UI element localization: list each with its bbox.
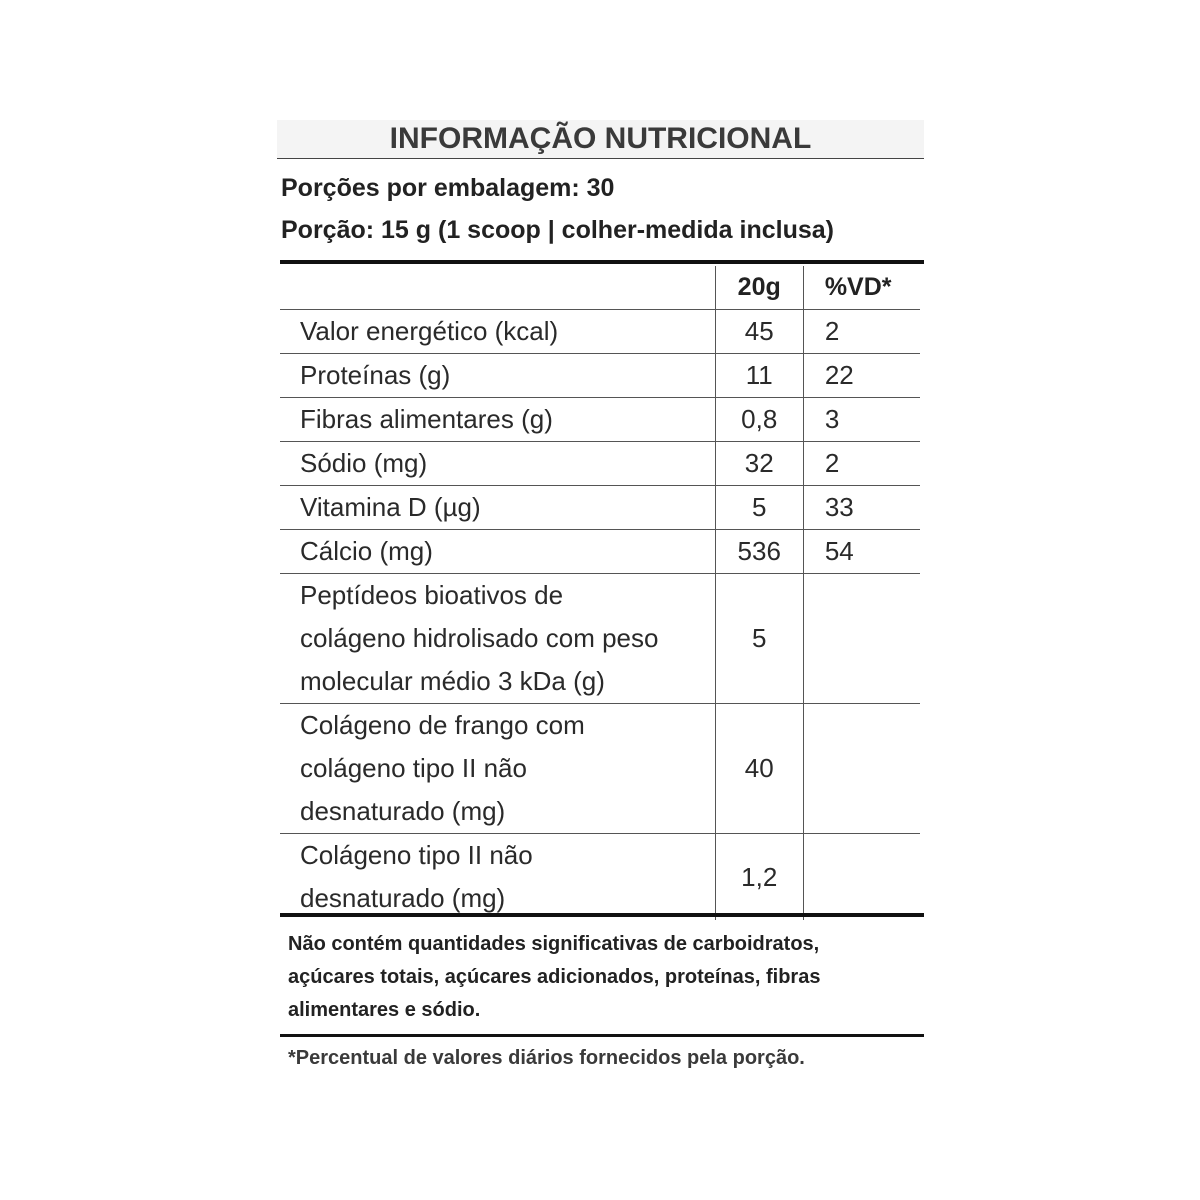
nutrient-amount: 0,8 [715, 398, 803, 442]
notes-line: açúcares totais, açúcares adicionados, proteínas, fibras [288, 966, 821, 988]
notes-bottom-rule [280, 1034, 924, 1037]
nutrient-daily-value: 33 [803, 486, 920, 530]
table-row [280, 310, 920, 354]
nutrient-name: Fibras alimentares (g) [280, 398, 715, 442]
nutrient-name [280, 704, 715, 834]
nutrient-amount: 45 [715, 310, 803, 354]
table-row [280, 704, 920, 834]
nutrient-amount: 5 [715, 486, 803, 530]
nutrient-daily-value: 54 [803, 530, 920, 574]
nutrient-amount: 32 [715, 442, 803, 486]
nutrient-name-line: Colágeno de frango com [300, 710, 585, 740]
label-title: INFORMAÇÃO NUTRICIONAL [277, 120, 924, 159]
nutrient-name: Vitamina D (µg) [280, 486, 715, 530]
table-bottom-rule [280, 913, 924, 917]
nutrient-name-line: desnaturado (mg) [300, 883, 506, 913]
nutrient-daily-value: 2 [803, 442, 920, 486]
table-top-rule [280, 260, 924, 264]
nutrient-daily-value [803, 704, 920, 834]
servings-per-package: Porções por embalagem: 30 [281, 174, 615, 202]
notes-line: Não contém quantidades significativas de carboidratos, [288, 933, 820, 955]
nutrient-daily-value: 2 [803, 310, 920, 354]
nutrient-daily-value: 3 [803, 398, 920, 442]
nutrient-amount: 40 [715, 704, 803, 834]
nutrient-name-line: Colágeno tipo II não [300, 840, 533, 870]
table-row [280, 354, 920, 398]
serving-size: Porção: 15 g (1 scoop | colher-medida inclusa) [281, 216, 834, 244]
nutrient-amount: 536 [715, 530, 803, 574]
table-row [280, 398, 920, 442]
header-amount: 20g [715, 266, 803, 310]
nutrient-name: Valor energético (kcal) [280, 310, 715, 354]
table-header-row [280, 266, 920, 310]
nutrient-name [280, 574, 715, 704]
nutrient-amount: 11 [715, 354, 803, 398]
nutrient-daily-value [803, 574, 920, 704]
nutrient-amount: 1,2 [715, 834, 803, 921]
serving-info [277, 167, 924, 251]
nutrient-name-line: colágeno hidrolisado com peso [300, 623, 659, 653]
daily-value-footnote: *Percentual de valores diários fornecidos pela porção. [288, 1047, 805, 1069]
header-nutrient [280, 266, 715, 310]
table-row [280, 834, 920, 921]
nutrient-name: Cálcio (mg) [280, 530, 715, 574]
nutrient-amount: 5 [715, 574, 803, 704]
nutrition-facts-label [277, 120, 924, 1069]
header-daily-value: %VD* [803, 266, 920, 310]
nutrient-name-line: desnaturado (mg) [300, 796, 506, 826]
table-row [280, 486, 920, 530]
nutrient-name-line: colágeno tipo II não [300, 753, 527, 783]
nutrient-name-line: molecular médio 3 kDa (g) [300, 666, 605, 696]
nutrient-daily-value [803, 834, 920, 921]
nutrient-name-line: Peptídeos bioativos de [300, 580, 564, 610]
nutrient-daily-value: 22 [803, 354, 920, 398]
nutrition-table [280, 266, 920, 920]
nutrition-notes [288, 928, 918, 1027]
nutrient-name [280, 834, 715, 921]
table-row [280, 442, 920, 486]
table-row [280, 530, 920, 574]
notes-line: alimentares e sódio. [288, 999, 481, 1021]
nutrient-name: Sódio (mg) [280, 442, 715, 486]
nutrient-name: Proteínas (g) [280, 354, 715, 398]
table-row [280, 574, 920, 704]
